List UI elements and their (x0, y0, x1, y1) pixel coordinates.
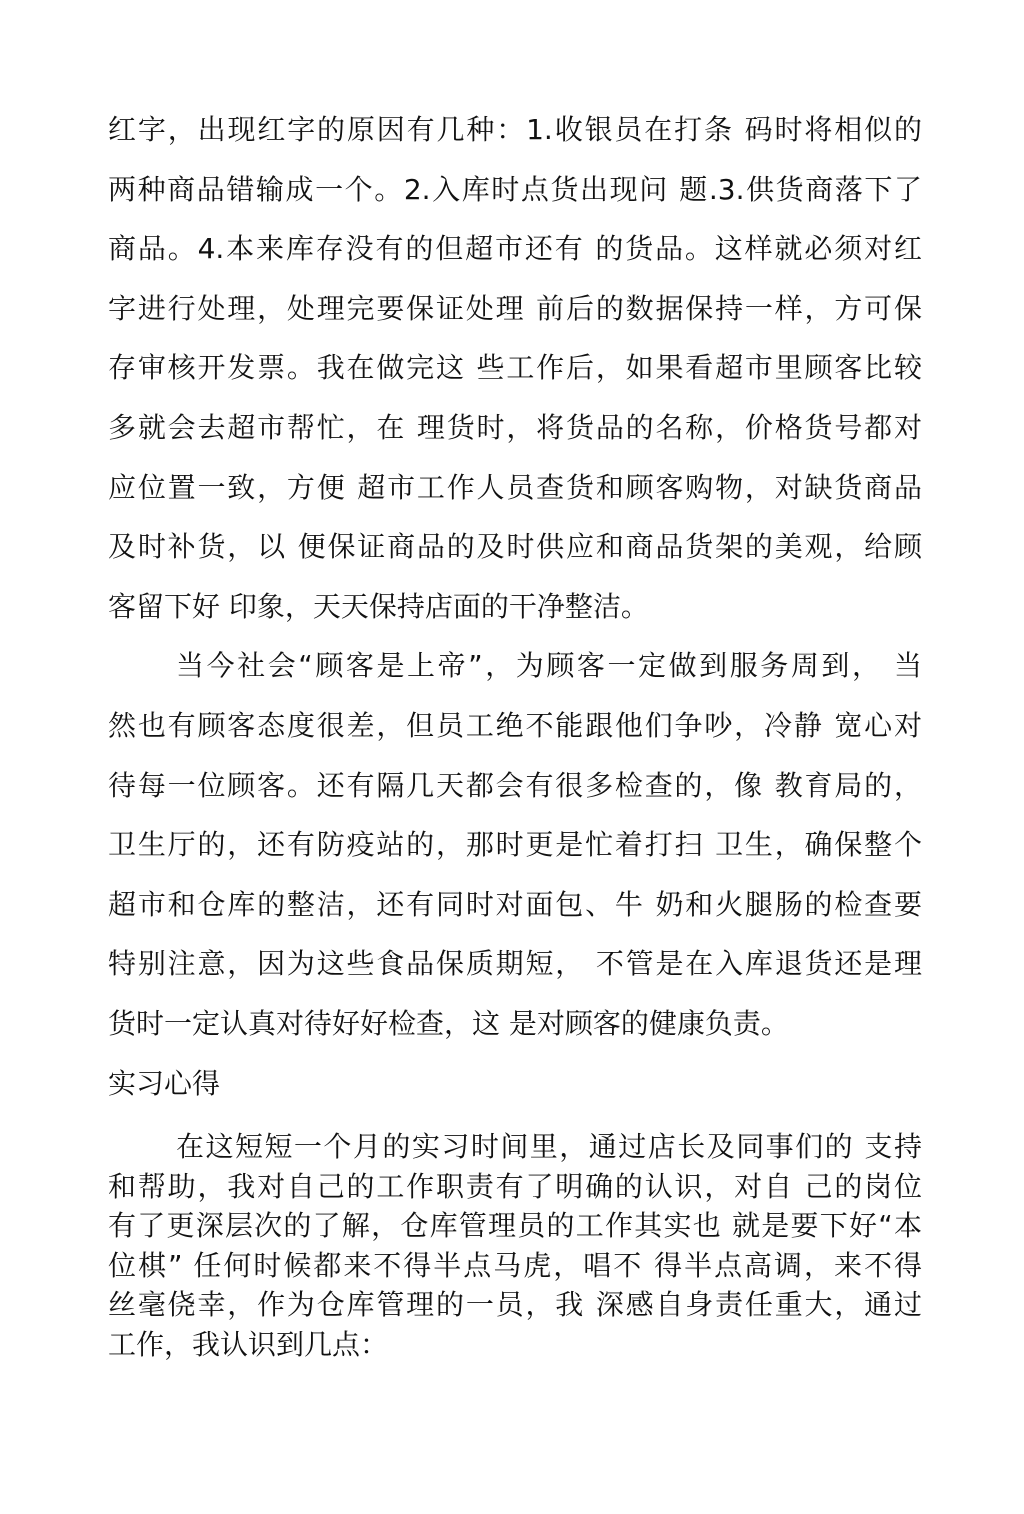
text-line: 位棋” 任何时候都来不得半点马虎，唱不 得半点高调，来不得 (108, 1248, 922, 1282)
text-line: 客留下好 印象，天天保持店面的干净整洁。 (108, 589, 649, 623)
text-line: 然也有顾客态度很差，但员工绝不能跟他们争吵，冷静 宽心对 (108, 708, 922, 742)
text-line: 两种商品错输成一个。2.入库时点货出现问 题.3.供货商落下了 (108, 172, 922, 206)
text-line: 应位置一致，方便 超市工作人员查货和顾客购物，对缺货商品 (108, 470, 922, 504)
text-line: 及时补货，以 便保证商品的及时供应和商品货架的美观，给顾 (108, 530, 922, 564)
text-line: 存审核开发票。我在做完这 些工作后，如果看超市里顾客比较 (108, 351, 922, 385)
text-line: 超市和仓库的整洁，还有同时对面包、牛 奶和火腿肠的检查要 (108, 887, 922, 921)
section-heading: 实习心得 (108, 1066, 221, 1100)
document-body (108, 100, 922, 1365)
text-line: 商品。4.本来库存没有的但超市还有 的货品。这样就必须对红 (108, 232, 922, 266)
text-line: 和帮助，我对自己的工作职责有了明确的认识，对自 己的岗位 (108, 1169, 922, 1203)
text-line: 特别注意，因为这些食品保质期短， 不管是在入库退货还是理 (108, 947, 922, 981)
text-line: 卫生厅的，还有防疫站的，那时更是忙着打扫 卫生，确保整个 (108, 828, 922, 862)
text-line: 丝毫侥幸，作为仓库管理的一员，我 深感自身责任重大，通过 (108, 1288, 922, 1322)
text-line: 待每一位顾客。还有隔几天都会有很多检查的，像 教育局的， (108, 768, 922, 802)
text-line: 在这短短一个月的实习时间里，通过店长及同事们的 支持 (176, 1130, 922, 1164)
text-line: 有了更深层次的了解，仓库管理员的工作其实也 就是要下好“本 (108, 1209, 922, 1243)
text-line: 红字，出现红字的原因有几种：1.收银员在打条 码时将相似的 (108, 113, 922, 146)
text-line: 多就会去超市帮忙，在 理货时，将货品的名称，价格货号都对 (108, 410, 922, 444)
text-line: 字进行处理，处理完要保证处理 前后的数据保持一样，方可保 (108, 291, 922, 325)
text-line: 货时一定认真对待好好检查，这 是对顾客的健康负责。 (108, 1006, 789, 1040)
paragraph-1 (108, 100, 922, 636)
text-line: 工作，我认识到几点： (108, 1328, 389, 1362)
paragraph-2 (108, 636, 922, 1053)
paragraph-3 (108, 1127, 922, 1365)
text-line: 当今社会“顾客是上帝”，为顾客一定做到服务周到， 当 (176, 649, 922, 683)
